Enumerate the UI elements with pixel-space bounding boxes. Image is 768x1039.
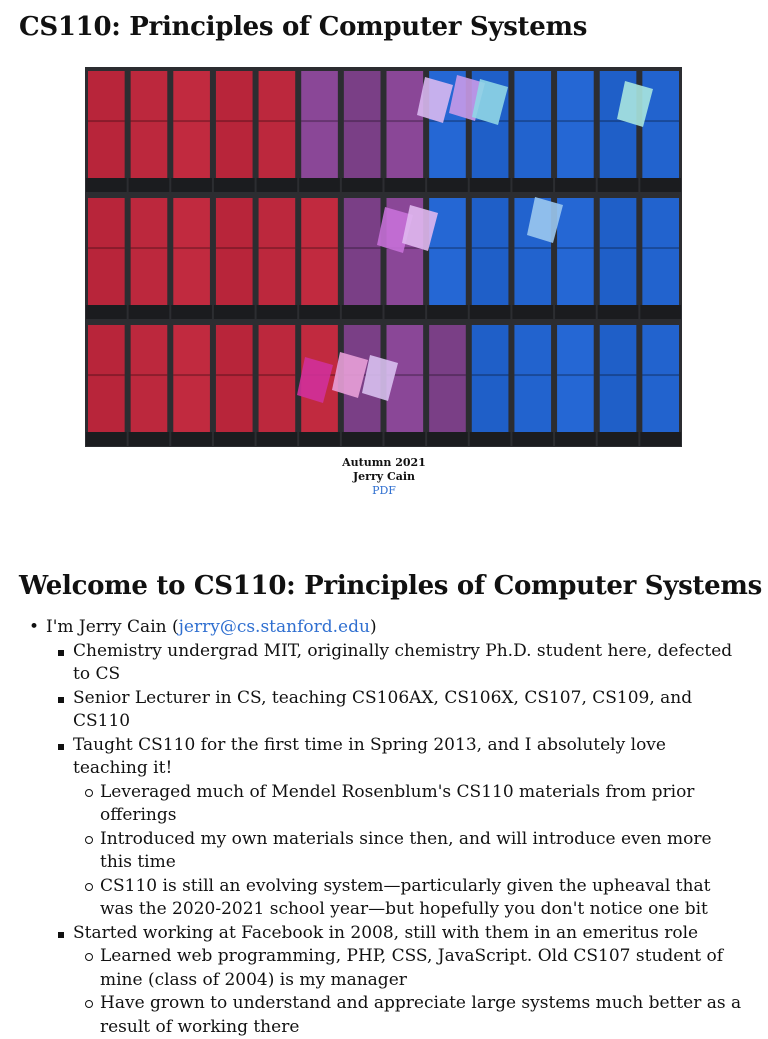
- main-list: [0, 616, 768, 1039]
- mailbox-slot: [257, 325, 298, 446]
- mailbox-slot: [299, 71, 340, 192]
- intro-line: [46, 616, 768, 640]
- mailbox-slot: [129, 71, 170, 192]
- caption-instructor: Jerry Cain: [0, 469, 768, 484]
- mailbox-slot: [257, 198, 298, 319]
- mailbox-slot: [214, 325, 255, 446]
- mailbox-slot: [555, 325, 596, 446]
- mailbox-slot: [512, 71, 553, 192]
- mailbox-slot: [427, 325, 468, 446]
- bullet-text: Taught CS110 for the first time in Spring 2013, and I absolutely love teaching it!: [73, 734, 768, 781]
- mailbox-slot: [171, 325, 212, 446]
- list-item: [0, 734, 768, 922]
- intro-prefix: I'm Jerry Cain (: [46, 617, 179, 637]
- mailbox-slot: [171, 71, 212, 192]
- sub-bullet-text: Leveraged much of Mendel Rosenblum's CS110 materials from prior offerings: [100, 781, 768, 828]
- caption-pdf: [0, 483, 768, 498]
- mailbox-slot: [555, 71, 596, 192]
- mailbox-slot: [86, 198, 127, 319]
- mailbox-slot: [512, 325, 553, 446]
- mailbox-slot: [214, 71, 255, 192]
- mailbox-slot: [129, 325, 170, 446]
- caption-term: Autumn 2021: [0, 455, 768, 470]
- mailbox-slot: [299, 198, 340, 319]
- mailbox-slot: [385, 71, 426, 192]
- sub-list-item: [0, 875, 768, 922]
- mailbox-slot: [342, 198, 383, 319]
- list-item: [0, 640, 768, 687]
- list-item: [0, 687, 768, 734]
- sub-bullet-text: Learned web programming, PHP, CSS, JavaScript. Old CS107 student of mine (class of 2004) is my manager: [100, 945, 768, 992]
- bullet-text: Started working at Facebook in 2008, still with them in an emeritus role: [73, 922, 768, 946]
- sub-list-item: [0, 781, 768, 828]
- sub-list: [73, 781, 768, 922]
- mailbox-slot: [470, 325, 511, 446]
- mailbox-slot: [470, 198, 511, 319]
- list-item-intro: [0, 616, 768, 1039]
- sub-list-item: [0, 992, 768, 1039]
- mailbox-slot: [257, 71, 298, 192]
- email-link[interactable]: jerry@cs.stanford.edu: [179, 617, 370, 637]
- bullet-text: Senior Lecturer in CS, teaching CS106AX, CS106X, CS107, CS109, and CS110: [73, 687, 768, 734]
- mailbox-slot: [86, 325, 127, 446]
- sub-bullet-text: CS110 is still an evolving system—particularly given the upheaval that was the 2020-2021 school year—but hopefully you don't notice one bit: [100, 875, 768, 922]
- mailbox-slot: [640, 325, 681, 446]
- mailbox-slot: [598, 198, 639, 319]
- sub-list-item: [0, 945, 768, 992]
- sub-bullet-text: Introduced my own materials since then, and will introduce even more this time: [100, 828, 768, 875]
- mailbox-wall-illustration: [85, 67, 682, 447]
- intro-suffix: ): [370, 617, 377, 637]
- content-body: [0, 616, 768, 1039]
- list-item: [0, 922, 768, 1039]
- section-title: Welcome to CS110: Principles of Computer Systems: [19, 571, 762, 601]
- mailbox-slot: [86, 71, 127, 192]
- mailbox-slot: [640, 198, 681, 319]
- bio-list: [46, 640, 768, 1039]
- mailbox-slot: [129, 198, 170, 319]
- slide-title: CS110: Principles of Computer Systems: [19, 12, 587, 42]
- mailbox-slot: [598, 325, 639, 446]
- mailbox-slot: [342, 71, 383, 192]
- sub-bullet-text: Have grown to understand and appreciate large systems much better as a result of working there: [100, 992, 768, 1039]
- mailbox-slot: [171, 198, 212, 319]
- mailbox-slot: [214, 198, 255, 319]
- sub-list-item: [0, 828, 768, 875]
- bullet-text: Chemistry undergrad MIT, originally chemistry Ph.D. student here, defected to CS: [73, 640, 768, 687]
- sub-list: [73, 945, 768, 1039]
- pdf-link[interactable]: PDF: [372, 484, 396, 497]
- mailbox-slot: [555, 198, 596, 319]
- mailbox-wall-image: [85, 67, 682, 447]
